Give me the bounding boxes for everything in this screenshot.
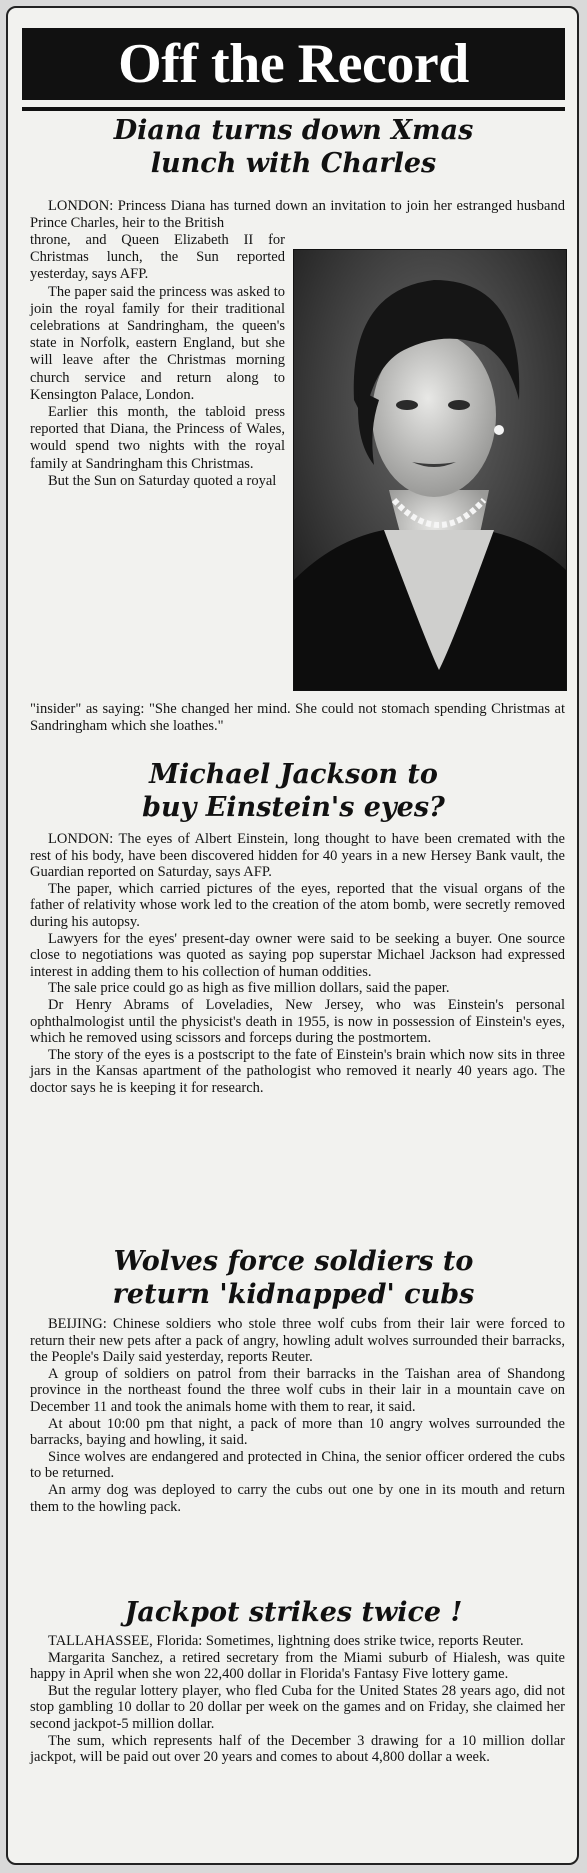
paragraph: The sum, which represents half of the December 3 drawing for a 10 million dollar jackpot, will be paid out over 20 years and comes to about 4,800 dollar a week. [30, 1732, 565, 1766]
headline-line: Michael Jackson to [149, 759, 438, 790]
headline-line: Diana turns down Xmas [113, 115, 474, 146]
paragraph: But the regular lottery player, who fled Cuba for the United States 28 years ago, did not stop gambling 10 dollar to 20 dollar per week on the games and on Friday, she claimed her second jackpot-5 million dollar. [30, 1682, 565, 1732]
story-diana-headline [22, 114, 565, 180]
headline-line: return 'kidnapped' cubs [112, 1279, 475, 1310]
masthead-rule [22, 107, 565, 111]
paragraph: "insider" as saying: "She changed her mind. She could not stomach spending Christmas at Sandringham which she loathes." [30, 701, 565, 734]
headline-line: buy Einstein's eyes? [142, 792, 445, 823]
paragraph: Earlier this month, the tabloid press reported that Diana, the Princess of Wales, would spend two nights with the royal family at Sandringham this Christmas. [30, 404, 285, 472]
paragraph: The story of the eyes is a postscript to the fate of Einstein's brain which now sits in three jars in the Kansas apartment of the pathologist who removed it nearly 40 years ago. The doctor says he is keeping it for research. [30, 1046, 565, 1096]
story-jackson-headline [22, 758, 565, 824]
story-wolves-headline [22, 1245, 565, 1311]
story-diana-column [30, 232, 285, 490]
paragraph: Since wolves are endangered and protected in China, the senior officer ordered the cubs to be returned. [30, 1448, 565, 1482]
paragraph: The sale price could go as high as five million dollars, said the paper. [48, 980, 450, 997]
masthead-title: Off the Record [22, 28, 565, 100]
paragraph: Margarita Sanchez, a retired secretary from the Miami suburb of Hialesh, was quite happy in April when she won 22,400 dollar in Florida's Fantasy Five lottery game. [30, 1649, 565, 1683]
paragraph: TALLAHASSEE, Florida: Sometimes, lightning does strike twice, reports Reuter. [48, 1633, 524, 1649]
story-wolves-body [30, 1316, 565, 1515]
story-diana-tail [30, 701, 565, 734]
headline-line: Jackpot strikes twice ! [124, 1597, 463, 1628]
paragraph: An army dog was deployed to carry the cubs out one by one in its mouth and return them to the howling pack. [30, 1481, 565, 1515]
paragraph: LONDON: Princess Diana has turned down an invitation to join her estranged husband Prince Charles, heir to the British [30, 198, 565, 231]
story-jackpot-body [30, 1633, 565, 1766]
paragraph: But the Sun on Saturday quoted a royal [48, 472, 277, 489]
paragraph: A group of soldiers on patrol from their barracks in the Taishan area of Shandong province in the northeast found the three wolf cubs in their lair in a mountain cave on December 11 and took the animals home with them to rear, it said. [30, 1365, 565, 1415]
paragraph: At about 10:00 pm that night, a pack of more than 10 angry wolves surrounded the barracks, baying and howling, it said. [30, 1415, 565, 1449]
story-jackpot-headline [22, 1596, 565, 1629]
portrait-image [294, 250, 566, 690]
headline-line: lunch with Charles [150, 148, 437, 179]
newspaper-page [6, 6, 579, 1865]
headline-line: Wolves force soldiers to [113, 1246, 474, 1277]
paragraph: LONDON: The eyes of Albert Einstein, long thought to have been cremated with the rest of his body, have been discovered hidden for 40 years in a new Hersey Bank vault, the Guardian reported on Saturday, says AFP. [30, 831, 565, 881]
paragraph: BEIJING: Chinese soldiers who stole three wolf cubs from their lair were forced to return their new pets after a pack of angry, howling adult wolves surrounded their barracks, the People's Daily said yesterday, reports Reuter. [30, 1316, 565, 1366]
paragraph: The paper said the princess was asked to join the royal family for their traditional celebrations at Sandringham, the queen's state in Norfolk, eastern England, but she will leave after the Christmas morning church service and return along to Kensington Palace, London. [30, 283, 285, 403]
princess-diana-photo [293, 249, 567, 691]
paragraph: Dr Henry Abrams of Loveladies, New Jersey, who was Einstein's personal ophthalmologist until the physicist's death in 1955, is now in possession of Einstein's eyes, which he removed using scissors and forceps during the postmortem. [30, 996, 565, 1047]
paragraph: Lawyers for the eyes' present-day owner were said to be seeking a buyer. One source close to negotiations was quoted as saying pop superstar Michael Jackson had expressed interest in adding them to his collection of human oddities. [30, 930, 565, 980]
paragraph: The paper, which carried pictures of the eyes, reported that the visual organs of the father of relativity whose work led to the creation of the atom bomb, were secretly removed during his autopsy. [30, 880, 565, 930]
story-diana-lead [30, 198, 565, 231]
paragraph: throne, and Queen Elizabeth II for Christmas lunch, the Sun reported yesterday, says AFP. [30, 232, 285, 283]
story-jackson-body [30, 831, 565, 1097]
